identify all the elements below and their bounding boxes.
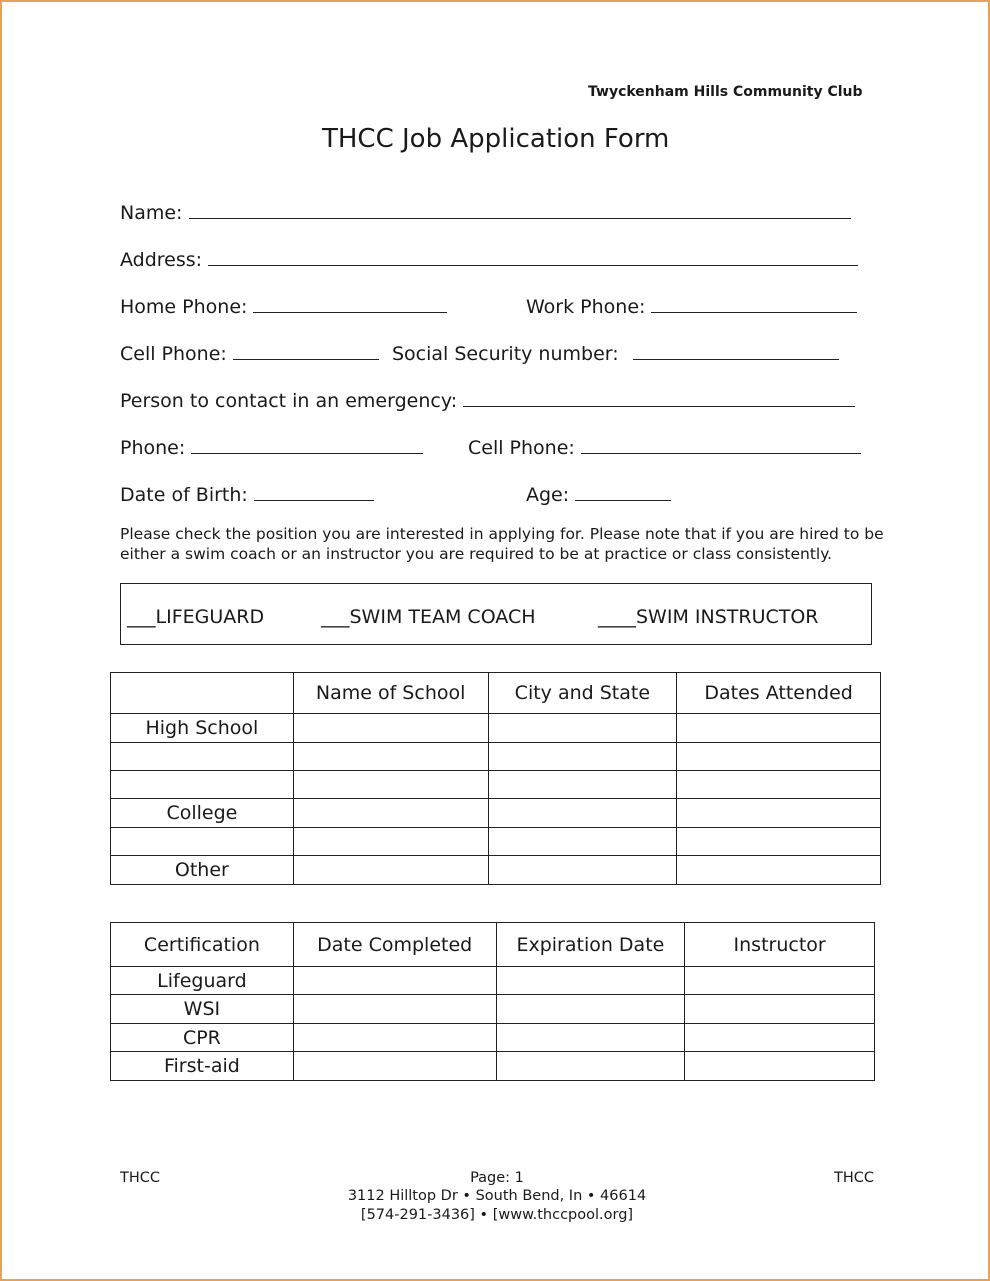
table-cell[interactable] [293,828,488,856]
table-cell[interactable] [685,1024,875,1052]
education-header-cell: City and State [488,673,677,714]
education-table [110,672,881,885]
table-cell[interactable] [293,1052,496,1081]
education-row-label: College [111,799,294,828]
emergency-cell-field[interactable] [581,435,861,454]
certification-header-cell: Expiration Date [496,923,685,967]
emergency-contact-label: Person to contact in an emergency: [120,390,458,412]
age-field[interactable] [575,482,671,501]
table-cell[interactable] [293,1024,496,1052]
emergency-phone-label: Phone: [120,437,186,459]
table-cell[interactable] [677,743,881,771]
dob-row [120,482,374,506]
table-cell[interactable] [677,799,881,828]
cell-phone-label: Cell Phone: [120,343,227,365]
table-cell[interactable] [496,967,685,995]
table-cell[interactable] [496,995,685,1024]
name-row [120,200,851,224]
education-header-row [111,673,881,714]
certification-header-cell: Certification [111,923,294,967]
footer-right: THCC [834,1170,875,1186]
position-swim-team-coach[interactable]: ___SWIM TEAM COACH [321,606,536,628]
table-row [111,1024,875,1052]
emergency-phone-row [120,435,423,459]
education-header-cell: Name of School [293,673,488,714]
table-row [111,714,881,743]
certification-row-label: Lifeguard [111,967,294,995]
dob-label: Date of Birth: [120,484,248,506]
table-cell[interactable] [685,1052,875,1081]
home-phone-row [120,294,447,318]
emergency-phone-field[interactable] [191,435,423,454]
home-phone-field[interactable] [253,294,447,313]
table-cell[interactable] [685,995,875,1024]
table-cell[interactable] [488,714,677,743]
table-cell[interactable] [677,771,881,799]
table-cell[interactable] [488,743,677,771]
position-box [120,583,872,645]
age-row [526,482,671,506]
certification-row-label: CPR [111,1024,294,1052]
table-cell[interactable] [293,799,488,828]
emergency-contact-field[interactable] [463,388,855,407]
footer-page: Page: 1 [470,1170,524,1186]
table-row [111,1052,875,1081]
cell-phone-row [120,341,379,365]
table-cell[interactable] [685,967,875,995]
certification-header-cell: Instructor [685,923,875,967]
address-label: Address: [120,249,203,271]
table-row [111,771,881,799]
table-cell[interactable] [293,743,488,771]
education-row-label [111,771,294,799]
table-row [111,995,875,1024]
page-title: THCC Job Application Form [322,124,670,154]
cell-phone-field[interactable] [233,341,379,360]
education-row-label: High School [111,714,294,743]
table-cell[interactable] [293,714,488,743]
education-row-label [111,743,294,771]
position-lifeguard[interactable]: ___LIFEGUARD [127,606,265,628]
certification-row-label: WSI [111,995,294,1024]
name-field[interactable] [189,200,851,219]
table-cell[interactable] [293,967,496,995]
name-label: Name: [120,202,183,224]
table-row [111,799,881,828]
home-phone-label: Home Phone: [120,296,248,318]
education-row-label [111,828,294,856]
table-row [111,828,881,856]
education-row-label: Other [111,856,294,885]
age-label: Age: [526,484,570,506]
ssn-row [392,341,839,365]
certification-row-label: First-aid [111,1052,294,1081]
footer-contact[interactable]: [574-291-3436] • [www.thccpool.org] [360,1207,634,1223]
organization-name: Twyckenham Hills Community Club [588,84,863,100]
ssn-field[interactable] [633,341,839,360]
work-phone-label: Work Phone: [526,296,646,318]
certification-header-cell: Date Completed [293,923,496,967]
address-row [120,247,858,271]
emergency-contact-row [120,388,855,412]
table-cell[interactable] [293,771,488,799]
table-row [111,743,881,771]
table-cell[interactable] [488,828,677,856]
table-row [111,856,881,885]
address-field[interactable] [208,247,858,266]
certification-table [110,922,875,1081]
table-cell[interactable] [488,771,677,799]
table-cell[interactable] [496,1024,685,1052]
position-swim-instructor[interactable]: ____SWIM INSTRUCTOR [598,606,819,628]
work-phone-row [526,294,857,318]
education-header-cell: Dates Attended [677,673,881,714]
table-cell[interactable] [677,828,881,856]
work-phone-field[interactable] [651,294,857,313]
table-cell[interactable] [293,856,488,885]
position-note: Please check the position you are interested in applying for. Please note that if you are hired to be either a swim coach or an instructor you are required to be at practice or class consistently. [120,525,884,563]
dob-field[interactable] [254,482,374,501]
table-cell[interactable] [496,1052,685,1081]
table-cell[interactable] [677,856,881,885]
table-row [111,967,875,995]
ssn-label: Social Security number: [392,343,619,365]
table-cell[interactable] [488,799,677,828]
emergency-cell-row [468,435,861,459]
footer-address: 3112 Hilltop Dr • South Bend, In • 46614 [347,1188,647,1204]
emergency-cell-label: Cell Phone: [468,437,575,459]
table-cell[interactable] [293,995,496,1024]
education-header-cell [111,673,294,714]
table-cell[interactable] [677,714,881,743]
footer-left: THCC [120,1170,161,1186]
table-cell[interactable] [488,856,677,885]
certification-header-row [111,923,875,967]
